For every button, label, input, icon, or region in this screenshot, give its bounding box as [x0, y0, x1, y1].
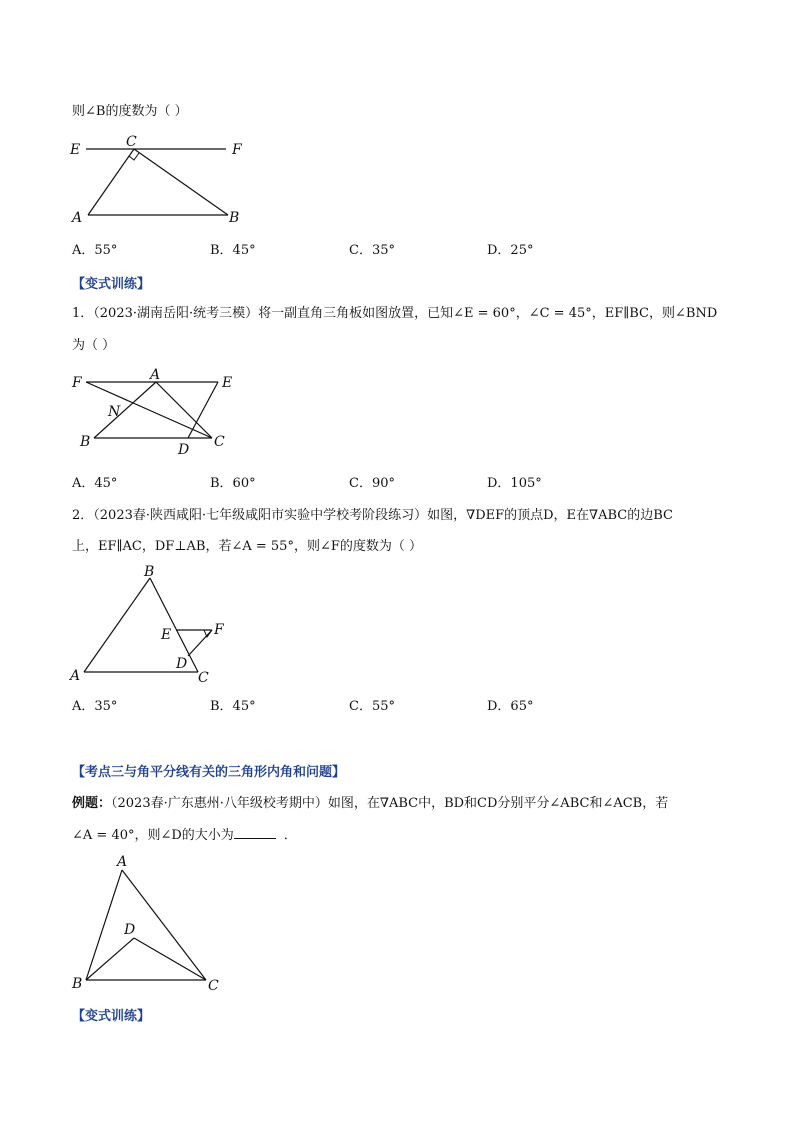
- variant-2-text-line1: 2．（2023春·陕西咸阳·七年级咸阳市实验中学校考阶段练习）如图，∇DEF的顶点D，E在∇ABC的边BC: [72, 508, 673, 523]
- label-b: B: [80, 434, 91, 450]
- figure-4: [66, 850, 236, 998]
- v1-option-a: A．45°: [72, 476, 118, 491]
- example-text: （2023春·广东惠州·八年级校考期中）如图，在∇ABC中，BD和CD分别平分∠ABC和∠ACB，若: [111, 796, 669, 811]
- example-text-2b: ．: [283, 828, 297, 843]
- variant-heading: 【变式训练】: [72, 276, 151, 291]
- label-c: C: [214, 434, 225, 450]
- example-label: 例题：: [72, 795, 112, 810]
- v2-option-d: D．65°: [487, 699, 534, 714]
- label-b: B: [144, 564, 155, 580]
- example-text-2a: ∠A = 40°，则∠D的大小为: [72, 828, 234, 843]
- label-e: E: [222, 375, 233, 391]
- figure-1: [66, 132, 256, 236]
- v1-option-b: B．60°: [210, 476, 256, 491]
- label-e: E: [161, 627, 172, 643]
- v1-option-d: D．105°: [487, 476, 542, 491]
- question-stem: 则∠B的度数为（ ）: [72, 104, 188, 119]
- label-a: A: [150, 367, 161, 383]
- segment-cb: [134, 149, 228, 215]
- segment-dc: [134, 938, 206, 980]
- v1-option-c: C．90°: [349, 476, 395, 491]
- label-a: A: [70, 668, 81, 684]
- label-b: B: [72, 976, 83, 992]
- segment-ab: [94, 382, 156, 438]
- label-n: N: [108, 404, 121, 420]
- label-f: F: [214, 622, 224, 638]
- v2-option-c: C．55°: [349, 699, 395, 714]
- segment-bc: [150, 578, 198, 672]
- label-a: A: [117, 854, 128, 870]
- segment-ab: [84, 578, 150, 672]
- label-c: C: [198, 670, 209, 686]
- label-a: A: [72, 210, 83, 226]
- option-a: A．55°: [72, 243, 118, 258]
- variant-1-text-line2: 为（ ）: [72, 338, 116, 353]
- option-d: D．25°: [487, 243, 534, 258]
- label-f: F: [232, 142, 242, 158]
- v2-option-a: A．35°: [72, 699, 118, 714]
- segment-fd: [188, 630, 212, 656]
- variant-heading-2: 【变式训练】: [72, 1008, 151, 1023]
- label-d: D: [124, 922, 136, 938]
- label-d: D: [178, 442, 190, 458]
- option-c: C．35°: [349, 243, 395, 258]
- variant-1-text-line1: 1．（2023·湖南岳阳·统考三模）将一副直角三角板如图放置，已知∠E = 60°，∠C = 45°，EF∥BC，则∠BND: [72, 306, 718, 321]
- figure-2: [66, 366, 246, 466]
- label-b: B: [229, 210, 240, 226]
- example-text-line2: [72, 826, 297, 845]
- option-b: B．45°: [210, 243, 256, 258]
- variant-2-text-line2: 上，EF∥AC，DF⊥AB，若∠A = 55°，则∠F的度数为（ ）: [72, 539, 422, 554]
- section-3-title: 【考点三与角平分线有关的三角形内角和问题】: [72, 764, 346, 779]
- answer-blank[interactable]: [234, 826, 276, 839]
- label-e: E: [70, 142, 81, 158]
- label-f: F: [72, 375, 82, 391]
- label-c: C: [208, 978, 219, 994]
- segment-ac: [88, 149, 134, 215]
- label-c: C: [126, 134, 137, 150]
- v2-option-b: B．45°: [210, 699, 256, 714]
- figure-3: [66, 562, 236, 690]
- label-d: D: [176, 656, 188, 672]
- example-text-line1: [72, 794, 668, 813]
